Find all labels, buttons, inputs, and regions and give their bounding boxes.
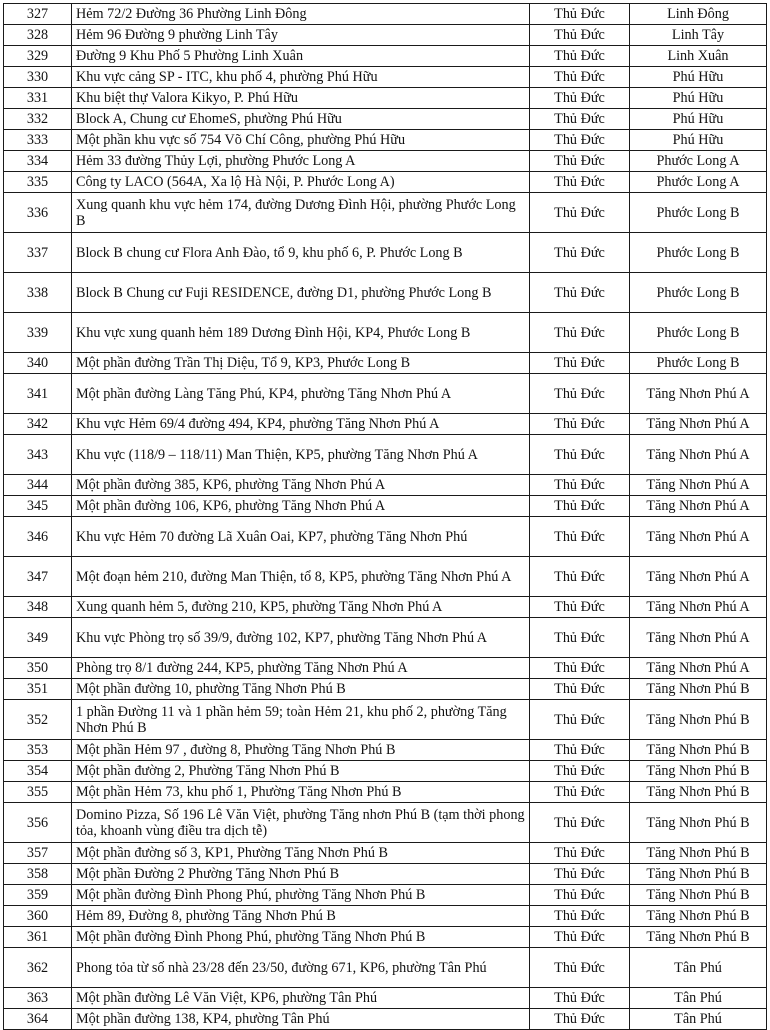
- location-cell: Phòng trọ 8/1 đường 244, KP5, phường Tăng Nhơn Phú A: [72, 658, 530, 679]
- district-cell: Thủ Đức: [530, 803, 630, 843]
- ward-cell: Tăng Nhơn Phú B: [630, 927, 767, 948]
- row-number-cell: 347: [4, 557, 72, 597]
- table-row: [4, 843, 767, 864]
- ward-cell: Phú Hữu: [630, 88, 767, 109]
- ward-cell: Tăng Nhơn Phú B: [630, 740, 767, 761]
- district-cell: Thủ Đức: [530, 740, 630, 761]
- location-cell: Xung quanh khu vực hẻm 174, đường Dương Đình Hội, phường Phước Long B: [72, 193, 530, 233]
- ward-cell: Tăng Nhơn Phú B: [630, 803, 767, 843]
- row-number-cell: 359: [4, 885, 72, 906]
- row-number-cell: 336: [4, 193, 72, 233]
- table-row: [4, 88, 767, 109]
- ward-cell: Tăng Nhơn Phú B: [630, 782, 767, 803]
- location-cell: Hẻm 89, Đường 8, phường Tăng Nhơn Phú B: [72, 906, 530, 927]
- ward-cell: Phước Long B: [630, 273, 767, 313]
- row-number-cell: 332: [4, 109, 72, 130]
- ward-cell: Phước Long B: [630, 353, 767, 374]
- table-row: [4, 906, 767, 927]
- row-number-cell: 338: [4, 273, 72, 313]
- ward-cell: Tăng Nhơn Phú B: [630, 700, 767, 740]
- location-cell: Một phần đường 385, KP6, phường Tăng Nhơn Phú A: [72, 475, 530, 496]
- ward-cell: Phú Hữu: [630, 109, 767, 130]
- ward-cell: Phú Hữu: [630, 130, 767, 151]
- ward-cell: Tăng Nhơn Phú A: [630, 435, 767, 475]
- table-row: [4, 233, 767, 273]
- ward-cell: Linh Đông: [630, 4, 767, 25]
- location-cell: Phong tỏa từ số nhà 23/28 đến 23/50, đường 671, KP6, phường Tân Phú: [72, 948, 530, 988]
- location-cell: Một phần đường 106, KP6, phường Tăng Nhơn Phú A: [72, 496, 530, 517]
- ward-cell: Tăng Nhơn Phú A: [630, 414, 767, 435]
- table-row: [4, 782, 767, 803]
- row-number-cell: 361: [4, 927, 72, 948]
- ward-cell: Tăng Nhơn Phú B: [630, 885, 767, 906]
- location-cell: Một phần đường Đình Phong Phú, phường Tăng Nhơn Phú B: [72, 885, 530, 906]
- ward-cell: Tân Phú: [630, 948, 767, 988]
- district-cell: Thủ Đức: [530, 353, 630, 374]
- district-cell: Thủ Đức: [530, 906, 630, 927]
- table-row: [4, 475, 767, 496]
- table-row: [4, 151, 767, 172]
- ward-cell: Tăng Nhơn Phú A: [630, 597, 767, 618]
- table-row: [4, 761, 767, 782]
- district-cell: Thủ Đức: [530, 233, 630, 273]
- row-number-cell: 345: [4, 496, 72, 517]
- location-cell: Hẻm 33 đường Thủy Lợi, phường Phước Long A: [72, 151, 530, 172]
- row-number-cell: 351: [4, 679, 72, 700]
- table-row: [4, 435, 767, 475]
- table-row: [4, 927, 767, 948]
- table-row: [4, 988, 767, 1009]
- table-row: [4, 597, 767, 618]
- location-cell: Khu vực Hẻm 69/4 đường 494, KP4, phường Tăng Nhơn Phú A: [72, 414, 530, 435]
- ward-cell: Tăng Nhơn Phú B: [630, 761, 767, 782]
- district-cell: Thủ Đức: [530, 1009, 630, 1030]
- table-row: [4, 273, 767, 313]
- location-cell: Khu vực cảng SP - ITC, khu phố 4, phường Phú Hữu: [72, 67, 530, 88]
- ward-cell: Tăng Nhơn Phú A: [630, 517, 767, 557]
- district-cell: Thủ Đức: [530, 618, 630, 658]
- row-number-cell: 343: [4, 435, 72, 475]
- district-cell: Thủ Đức: [530, 885, 630, 906]
- table-row: [4, 353, 767, 374]
- ward-cell: Phước Long B: [630, 313, 767, 353]
- table-row: [4, 700, 767, 740]
- district-cell: Thủ Đức: [530, 374, 630, 414]
- district-cell: Thủ Đức: [530, 700, 630, 740]
- row-number-cell: 349: [4, 618, 72, 658]
- table-row: [4, 25, 767, 46]
- row-number-cell: 327: [4, 4, 72, 25]
- district-cell: Thủ Đức: [530, 864, 630, 885]
- ward-cell: Tăng Nhơn Phú A: [630, 557, 767, 597]
- row-number-cell: 354: [4, 761, 72, 782]
- location-cell: Một phần khu vực số 754 Võ Chí Công, phường Phú Hữu: [72, 130, 530, 151]
- location-cell: Công ty LACO (564A, Xa lộ Hà Nội, P. Phước Long A): [72, 172, 530, 193]
- row-number-cell: 358: [4, 864, 72, 885]
- location-cell: Một đoạn hẻm 210, đường Man Thiện, tổ 8, KP5, phường Tăng Nhơn Phú A: [72, 557, 530, 597]
- table-row: [4, 885, 767, 906]
- district-cell: Thủ Đức: [530, 517, 630, 557]
- district-cell: Thủ Đức: [530, 782, 630, 803]
- location-cell: Hẻm 72/2 Đường 36 Phường Linh Đông: [72, 4, 530, 25]
- ward-cell: Phước Long B: [630, 233, 767, 273]
- district-cell: Thủ Đức: [530, 109, 630, 130]
- ward-cell: Linh Tây: [630, 25, 767, 46]
- location-cell: Khu vực (118/9 – 118/11) Man Thiện, KP5, phường Tăng Nhơn Phú A: [72, 435, 530, 475]
- table-row: [4, 679, 767, 700]
- district-cell: Thủ Đức: [530, 557, 630, 597]
- row-number-cell: 362: [4, 948, 72, 988]
- table-row: [4, 4, 767, 25]
- location-cell: Một phần đường Làng Tăng Phú, KP4, phường Tăng Nhơn Phú A: [72, 374, 530, 414]
- row-number-cell: 330: [4, 67, 72, 88]
- district-cell: Thủ Đức: [530, 658, 630, 679]
- district-cell: Thủ Đức: [530, 193, 630, 233]
- row-number-cell: 340: [4, 353, 72, 374]
- row-number-cell: 331: [4, 88, 72, 109]
- district-cell: Thủ Đức: [530, 948, 630, 988]
- table-row: [4, 313, 767, 353]
- district-cell: Thủ Đức: [530, 988, 630, 1009]
- district-cell: Thủ Đức: [530, 414, 630, 435]
- row-number-cell: 360: [4, 906, 72, 927]
- row-number-cell: 333: [4, 130, 72, 151]
- location-cell: Một phần đường Trần Thị Diệu, Tổ 9, KP3, Phước Long B: [72, 353, 530, 374]
- location-cell: Khu vực Hẻm 70 đường Lã Xuân Oai, KP7, phường Tăng Nhơn Phú: [72, 517, 530, 557]
- row-number-cell: 341: [4, 374, 72, 414]
- row-number-cell: 342: [4, 414, 72, 435]
- location-cell: Một phần đường 2, Phường Tăng Nhơn Phú B: [72, 761, 530, 782]
- location-cell: Một phần đường Lê Văn Việt, KP6, phường Tân Phú: [72, 988, 530, 1009]
- location-cell: Hẻm 96 Đường 9 phường Linh Tây: [72, 25, 530, 46]
- table-row: [4, 374, 767, 414]
- location-cell: Đường 9 Khu Phố 5 Phường Linh Xuân: [72, 46, 530, 67]
- row-number-cell: 355: [4, 782, 72, 803]
- ward-cell: Tăng Nhơn Phú A: [630, 618, 767, 658]
- district-cell: Thủ Đức: [530, 130, 630, 151]
- location-cell: 1 phần Đường 11 và 1 phần hẻm 59; toàn Hẻm 21, khu phố 2, phường Tăng Nhơn Phú B: [72, 700, 530, 740]
- district-cell: Thủ Đức: [530, 88, 630, 109]
- district-cell: Thủ Đức: [530, 273, 630, 313]
- location-cell: Khu vực Phòng trọ số 39/9, đường 102, KP7, phường Tăng Nhơn Phú A: [72, 618, 530, 658]
- row-number-cell: 335: [4, 172, 72, 193]
- row-number-cell: 353: [4, 740, 72, 761]
- location-cell: Block B chung cư Flora Anh Đào, tổ 9, khu phố 6, P. Phước Long B: [72, 233, 530, 273]
- row-number-cell: 357: [4, 843, 72, 864]
- district-cell: Thủ Đức: [530, 679, 630, 700]
- ward-cell: Tăng Nhơn Phú A: [630, 658, 767, 679]
- table-row: [4, 172, 767, 193]
- table-row: [4, 557, 767, 597]
- row-number-cell: 346: [4, 517, 72, 557]
- location-cell: Một phần đường Đình Phong Phú, phường Tăng Nhơn Phú B: [72, 927, 530, 948]
- location-cell: Khu biệt thự Valora Kikyo, P. Phú Hữu: [72, 88, 530, 109]
- district-cell: Thủ Đức: [530, 313, 630, 353]
- ward-cell: Phước Long A: [630, 151, 767, 172]
- row-number-cell: 334: [4, 151, 72, 172]
- table-row: [4, 1009, 767, 1030]
- table-body: [4, 4, 767, 1030]
- table-row: [4, 864, 767, 885]
- district-cell: Thủ Đức: [530, 475, 630, 496]
- lockdown-areas-table: [3, 3, 767, 1030]
- district-cell: Thủ Đức: [530, 4, 630, 25]
- table-row: [4, 414, 767, 435]
- district-cell: Thủ Đức: [530, 496, 630, 517]
- location-cell: Một phần đường 10, phường Tăng Nhơn Phú B: [72, 679, 530, 700]
- location-cell: Một phần đường 138, KP4, phường Tân Phú: [72, 1009, 530, 1030]
- table-row: [4, 948, 767, 988]
- ward-cell: Tăng Nhơn Phú A: [630, 496, 767, 517]
- row-number-cell: 339: [4, 313, 72, 353]
- district-cell: Thủ Đức: [530, 843, 630, 864]
- row-number-cell: 344: [4, 475, 72, 496]
- row-number-cell: 350: [4, 658, 72, 679]
- location-cell: Khu vực xung quanh hẻm 189 Dương Đình Hội, KP4, Phước Long B: [72, 313, 530, 353]
- table-row: [4, 67, 767, 88]
- district-cell: Thủ Đức: [530, 597, 630, 618]
- row-number-cell: 364: [4, 1009, 72, 1030]
- table-row: [4, 803, 767, 843]
- location-cell: Một phần Hẻm 97 , đường 8, Phường Tăng Nhơn Phú B: [72, 740, 530, 761]
- table-row: [4, 46, 767, 67]
- table-row: [4, 740, 767, 761]
- table-row: [4, 130, 767, 151]
- location-cell: Domino Pizza, Số 196 Lê Văn Việt, phường Tăng nhơn Phú B (tạm thời phong tỏa, khoanh vùng điều tra dịch tễ): [72, 803, 530, 843]
- ward-cell: Tăng Nhơn Phú A: [630, 475, 767, 496]
- table-row: [4, 496, 767, 517]
- ward-cell: Phước Long A: [630, 172, 767, 193]
- location-cell: Một phần Hẻm 73, khu phố 1, Phường Tăng Nhơn Phú B: [72, 782, 530, 803]
- row-number-cell: 328: [4, 25, 72, 46]
- row-number-cell: 348: [4, 597, 72, 618]
- ward-cell: Tăng Nhơn Phú A: [630, 374, 767, 414]
- district-cell: Thủ Đức: [530, 67, 630, 88]
- row-number-cell: 337: [4, 233, 72, 273]
- location-cell: Block B Chung cư Fuji RESIDENCE, đường D1, phường Phước Long B: [72, 273, 530, 313]
- district-cell: Thủ Đức: [530, 172, 630, 193]
- row-number-cell: 363: [4, 988, 72, 1009]
- row-number-cell: 352: [4, 700, 72, 740]
- district-cell: Thủ Đức: [530, 435, 630, 475]
- location-cell: Một phần đường số 3, KP1, Phường Tăng Nhơn Phú B: [72, 843, 530, 864]
- location-cell: Một phần Đường 2 Phường Tăng Nhơn Phú B: [72, 864, 530, 885]
- location-cell: Block A, Chung cư EhomeS, phường Phú Hữu: [72, 109, 530, 130]
- table-row: [4, 193, 767, 233]
- ward-cell: Phú Hữu: [630, 67, 767, 88]
- table-row: [4, 109, 767, 130]
- table-row: [4, 618, 767, 658]
- row-number-cell: 356: [4, 803, 72, 843]
- district-cell: Thủ Đức: [530, 761, 630, 782]
- ward-cell: Tăng Nhơn Phú B: [630, 864, 767, 885]
- district-cell: Thủ Đức: [530, 927, 630, 948]
- ward-cell: Tăng Nhơn Phú B: [630, 906, 767, 927]
- row-number-cell: 329: [4, 46, 72, 67]
- table-row: [4, 517, 767, 557]
- ward-cell: Tân Phú: [630, 988, 767, 1009]
- ward-cell: Tân Phú: [630, 1009, 767, 1030]
- ward-cell: Phước Long B: [630, 193, 767, 233]
- location-cell: Xung quanh hẻm 5, đường 210, KP5, phường Tăng Nhơn Phú A: [72, 597, 530, 618]
- ward-cell: Tăng Nhơn Phú B: [630, 843, 767, 864]
- ward-cell: Linh Xuân: [630, 46, 767, 67]
- district-cell: Thủ Đức: [530, 25, 630, 46]
- ward-cell: Tăng Nhơn Phú B: [630, 679, 767, 700]
- district-cell: Thủ Đức: [530, 151, 630, 172]
- table-row: [4, 658, 767, 679]
- district-cell: Thủ Đức: [530, 46, 630, 67]
